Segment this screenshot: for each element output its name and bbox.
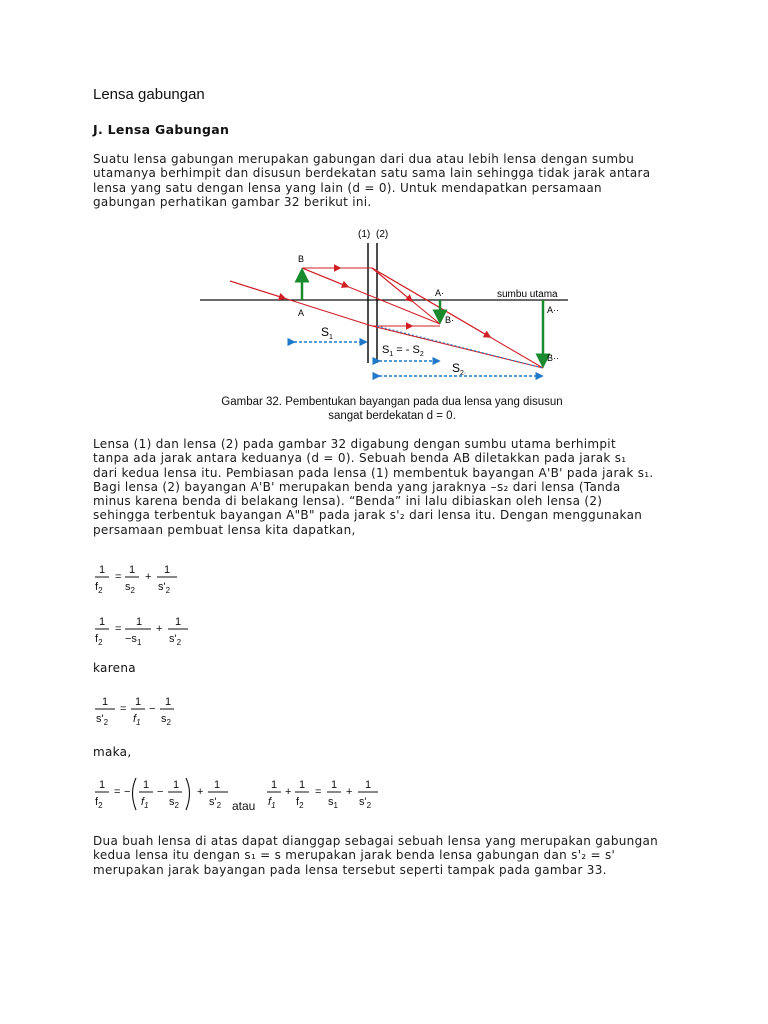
ray-center-arrow <box>302 268 348 287</box>
point-a1-label: A· <box>435 288 444 298</box>
svg-text:−: − <box>157 786 164 798</box>
body-line: Lensa (1) dan lensa (2) pada gambar 32 digabung dengan sumbu utama berhimpit <box>93 437 616 451</box>
body-line: sehingga terbentuk bayangan A"B" pada jarak s'₂ dari lensa itu. Dengan menggunakan <box>93 508 643 523</box>
svg-text:−: − <box>124 786 131 798</box>
intro-line: Suatu lensa gabungan merupakan gabungan dari dua atau lebih lensa dengan sumbu <box>93 152 635 166</box>
svg-text:1: 1 <box>129 564 136 576</box>
svg-text:f2: $f_2$ <box>296 796 304 810</box>
svg-text:1: 1 <box>143 779 150 791</box>
document-title: Lensa gabungan <box>93 86 205 103</box>
svg-text:1: 1 <box>99 616 106 628</box>
svg-text:=: = <box>114 786 121 798</box>
intro-line: utamanya berhimpit dan disusun berdekatan satu sama lain sehingga tidak jarak antara <box>93 166 651 181</box>
svg-text:−s1: $-s_1$ <box>125 633 142 647</box>
svg-text:1: 1 <box>164 564 171 576</box>
svg-text:1: 1 <box>271 779 278 791</box>
svg-text:s'2: $s'_2$ <box>158 581 171 595</box>
closing-line: kedua lensa itu dengan s₁ = s merupakan jarak benda lensa gabungan dan s'₂ = s' <box>93 848 616 863</box>
svg-text:s2: $s_2$ <box>161 713 171 727</box>
equation-1 <box>93 560 193 598</box>
svg-text:s'2: $s'_2$ <box>96 713 109 727</box>
karena-label: karena <box>93 661 136 675</box>
ray-to-b2-arrow <box>372 268 490 337</box>
axis-label: sumbu utama <box>497 289 558 300</box>
svg-text:s'2: $s'_2$ <box>359 796 372 810</box>
section-heading: J. Lensa Gabungan <box>93 122 230 137</box>
svg-text:−: − <box>149 703 156 715</box>
lens-diagram-svg <box>190 225 594 390</box>
closing-paragraph <box>93 834 658 877</box>
svg-text:1: 1 <box>136 616 143 628</box>
figure-caption <box>190 395 594 423</box>
caption-line: sangat berdekatan d = 0. <box>328 410 456 422</box>
svg-text:=: = <box>115 571 122 583</box>
body-line: persamaan pembuat lensa kita dapatkan, <box>93 522 356 537</box>
caption-line: Gambar 32. Pembentukan bayangan pada dua lensa yang disusun <box>221 396 563 408</box>
closing-line: merupakan jarak bayangan pada lensa tersebut seperti tampak pada gambar 33. <box>93 862 607 877</box>
svg-text:s1: $s_1$ <box>328 796 338 810</box>
svg-text:f1: $f_1$ <box>133 713 141 727</box>
intro-paragraph <box>93 152 650 209</box>
svg-text:+: + <box>346 786 353 798</box>
svg-text:1: 1 <box>175 616 182 628</box>
svg-text:f1: $f_1$ <box>268 796 276 810</box>
atau-label: atau <box>232 799 256 813</box>
body-line: tanpa ada jarak antara keduanya (d = 0). Sebuah benda AB diletakkan pada jarak s₁ <box>93 451 627 466</box>
svg-text:=: = <box>115 623 122 635</box>
s2-label: $S_{2\cdot}$ <box>452 361 467 377</box>
intro-line: gabungan perhatikan gambar 32 berikut ini. <box>93 194 372 209</box>
svg-text:1: 1 <box>135 696 142 708</box>
ray-incident-arrow <box>230 281 285 298</box>
equation-3 <box>93 692 193 730</box>
svg-text:f1: $f_1$ <box>141 796 149 810</box>
svg-text:1: 1 <box>173 779 180 791</box>
closing-line: Dua buah lensa di atas dapat dianggap sebagai sebuah lensa yang merupakan gabungan <box>93 834 659 848</box>
svg-text:+: + <box>285 786 292 798</box>
svg-text:1: 1 <box>102 696 109 708</box>
svg-text:1: 1 <box>99 564 106 576</box>
svg-text:s'2: $s'_2$ <box>169 633 182 647</box>
body-paragraph <box>93 437 653 537</box>
body-line: dari kedua lensa itu. Pembiasan pada lensa (1) membentuk bayangan A'B' pada jarak s₁. <box>93 465 654 480</box>
svg-text:f2: $f_2$ <box>95 796 103 810</box>
lens-2-label: (2) <box>376 229 389 240</box>
s1-label: $S_1$ <box>321 325 333 341</box>
svg-text:=: = <box>315 786 322 798</box>
point-b-label: B <box>298 254 305 264</box>
body-line: Bagi lensa (2) bayangan A'B' merupakan benda yang jaraknya –s₂ dari lensa (Tanda <box>93 479 621 494</box>
svg-text:1: 1 <box>214 779 221 791</box>
point-a2-label: A·· <box>547 305 559 315</box>
svg-text:f2: $f_2$ <box>95 581 103 595</box>
svg-text:=: = <box>120 703 127 715</box>
svg-text:+: + <box>145 571 152 583</box>
svg-text:+: + <box>156 623 163 635</box>
equation-2 <box>93 612 203 650</box>
svg-text:s2: $s_2$ <box>125 581 135 595</box>
svg-text:1: 1 <box>331 779 338 791</box>
svg-text:1: 1 <box>299 779 306 791</box>
svg-text:s'2: $s'_2$ <box>209 796 222 810</box>
point-b2-label: B·· <box>547 353 559 363</box>
point-b1-label: B· <box>445 315 454 325</box>
svg-text:1: 1 <box>165 696 172 708</box>
maka-label: maka, <box>93 745 132 759</box>
svg-text:s2: $s_2$ <box>169 796 179 810</box>
body-line: minus karena benda di belakang lensa). “Benda” ini lalu dibiaskan oleh lensa (2) <box>93 494 603 509</box>
svg-text:1: 1 <box>365 779 372 791</box>
svg-text:1: 1 <box>99 779 106 791</box>
equation-4 <box>93 774 393 818</box>
svg-text:f2: $f_2$ <box>95 633 103 647</box>
intro-line: lensa yang satu dengan lensa yang lain (d = 0). Untuk mendapatkan persamaan <box>93 180 602 195</box>
lens-diagram <box>190 225 594 395</box>
point-a-label: A <box>298 308 305 318</box>
s1-eq-label: $S_1$ = - $S_2$ <box>382 344 424 358</box>
lens-1-label: (1) <box>358 229 371 240</box>
svg-text:+: + <box>197 786 204 798</box>
ray-parallel-arrow-2 <box>372 268 412 301</box>
